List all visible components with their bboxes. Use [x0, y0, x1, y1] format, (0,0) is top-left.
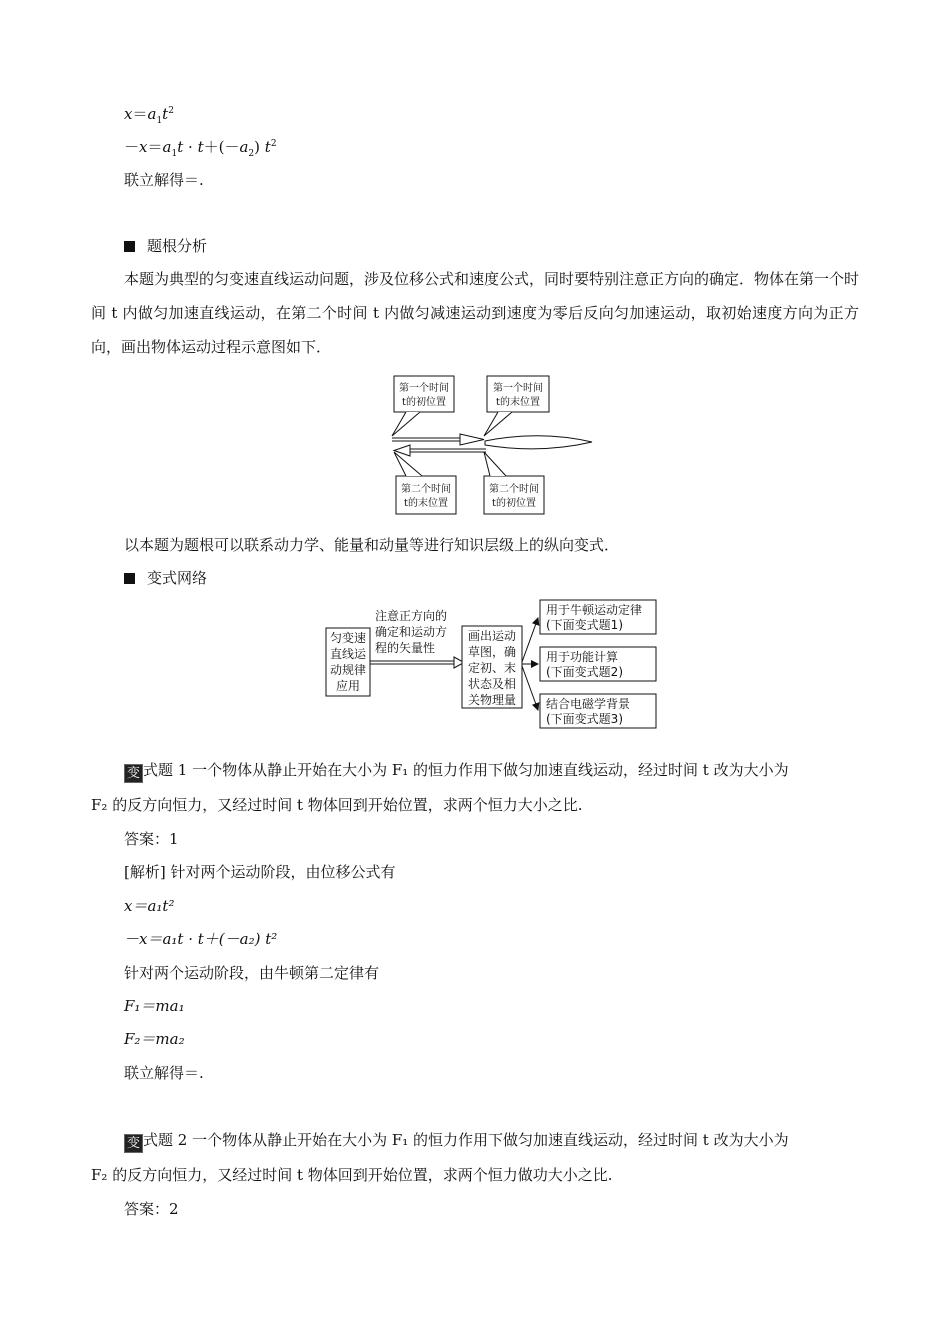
analysis-paragraph: 本题为典型的匀变速直线运动问题，涉及位移公式和速度公式，同时要特别注意正方向的确定．物体在第一个时间 t 内做匀加速直线运动，在第二个时间 t 内做匀减速运动到速度为零后反向匀加速运动，取初始速度方向为正方向，画出物体运动过程示意图如下． [91, 270, 860, 356]
q1-line1: 变 式题 1 一个物体从静止开始在大小为 F₁ 的恒力作用下做匀加速直线运动，经过时间 t 改为大小为 [124, 760, 789, 783]
network-right-box-3 [540, 694, 656, 728]
q1-newton: 针对两个运动阶段，由牛顿第二定律有 [124, 964, 380, 982]
callout-second-initial [484, 452, 544, 514]
svg-text:用于功能计算: 用于功能计算 [546, 650, 619, 664]
q1-analysis: [解析] 针对两个运动阶段，由位移公式有 [124, 863, 396, 881]
q1-f1: F₁＝ma₁ [124, 997, 185, 1015]
svg-text:匀变速: 匀变速 [329, 631, 367, 645]
after-diagram-text: 以本题为题根可以联系动力学、能量和动量等进行知识层级上的纵向变式． [124, 536, 620, 554]
q1-line2: F₂ 的反方向恒力，又经过时间 t 物体回到开始位置，求两个恒力大小之比. [91, 796, 583, 814]
q2-line1: 变 式题 2 一个物体从静止开始在大小为 F₁ 的恒力作用下做匀加速直线运动，经过时间 t 改为大小为 [124, 1130, 789, 1153]
svg-text:程的矢量性: 程的矢量性 [375, 641, 436, 655]
svg-text:(下面变式题1): (下面变式题1) [546, 618, 623, 632]
network-right-box-1 [540, 600, 656, 634]
svg-text:草图，确: 草图，确 [467, 645, 517, 659]
svg-text:应用: 应用 [335, 679, 361, 693]
svg-text:用于牛顿运动定律: 用于牛顿运动定律 [546, 603, 643, 617]
network-left-box [326, 628, 370, 696]
svg-text:第二个时间: 第二个时间 [489, 484, 539, 495]
q1-answer: 答案：1 [124, 830, 179, 848]
svg-text:确定和运动方: 确定和运动方 [375, 625, 448, 639]
svg-text:状态及相: 状态及相 [467, 677, 517, 691]
svg-text:直线运: 直线运 [329, 647, 367, 661]
svg-text:t的末位置: t的末位置 [404, 498, 448, 509]
svg-text:t的末位置: t的末位置 [496, 397, 540, 408]
svg-text:第一个时间: 第一个时间 [493, 383, 543, 394]
svg-text:注意正方向的: 注意正方向的 [375, 609, 448, 623]
variation-badge-icon: 变 [124, 1134, 143, 1153]
motion-diagram [380, 372, 600, 518]
q1-eq1: x＝a₁t² [124, 897, 175, 915]
motion-path-shape [485, 436, 592, 449]
svg-text:第一个时间: 第一个时间 [399, 383, 449, 394]
equation-displacement-1: $x=a_1t^2$ [124, 105, 174, 126]
equation-displacement-2: $-x=a_1t \cdot t+(-a_2)$ $t^2$ [124, 138, 277, 159]
solve-line: 联立解得＝. [124, 171, 204, 189]
q2-line2: F₂ 的反方向恒力，又经过时间 t 物体回到开始位置，求两个恒力做功大小之比. [91, 1166, 613, 1184]
forward-arrow [392, 434, 484, 445]
q1-eq2: －x＝a₁t · t＋(－a₂) t² [124, 930, 278, 948]
callout-second-final [394, 452, 456, 514]
network-right-box-2 [540, 647, 656, 681]
svg-text:结合电磁学背景: 结合电磁学背景 [546, 697, 631, 711]
callout-first-final [484, 376, 549, 436]
variation-badge-icon: 变 [124, 764, 143, 783]
svg-text:画出运动: 画出运动 [467, 629, 517, 643]
svg-text:t的初位置: t的初位置 [402, 397, 446, 408]
square-bullet-icon [124, 573, 135, 584]
callout-first-initial [392, 376, 454, 436]
svg-text:第二个时间: 第二个时间 [401, 484, 451, 495]
analysis-heading: 题根分析 [124, 236, 207, 256]
network-branch-arrows [522, 618, 538, 710]
network-arrow-label [375, 608, 447, 655]
variation-network-diagram [324, 598, 660, 742]
q1-solve: 联立解得＝. [124, 1064, 204, 1082]
svg-text:动规律: 动规律 [329, 663, 367, 677]
svg-text:关物理量: 关物理量 [467, 693, 517, 707]
svg-text:(下面变式题2): (下面变式题2) [546, 665, 623, 679]
square-bullet-icon [124, 241, 135, 252]
svg-text:t的初位置: t的初位置 [492, 498, 536, 509]
backward-arrow [394, 445, 486, 456]
network-main-arrow [370, 657, 464, 668]
svg-text:定初、末: 定初、末 [467, 661, 517, 675]
network-heading: 变式网络 [124, 568, 207, 588]
q2-answer: 答案：2 [124, 1200, 179, 1218]
network-mid-box [462, 626, 522, 708]
q1-f2: F₂＝ma₂ [124, 1030, 185, 1048]
svg-text:(下面变式题3): (下面变式题3) [546, 712, 623, 726]
